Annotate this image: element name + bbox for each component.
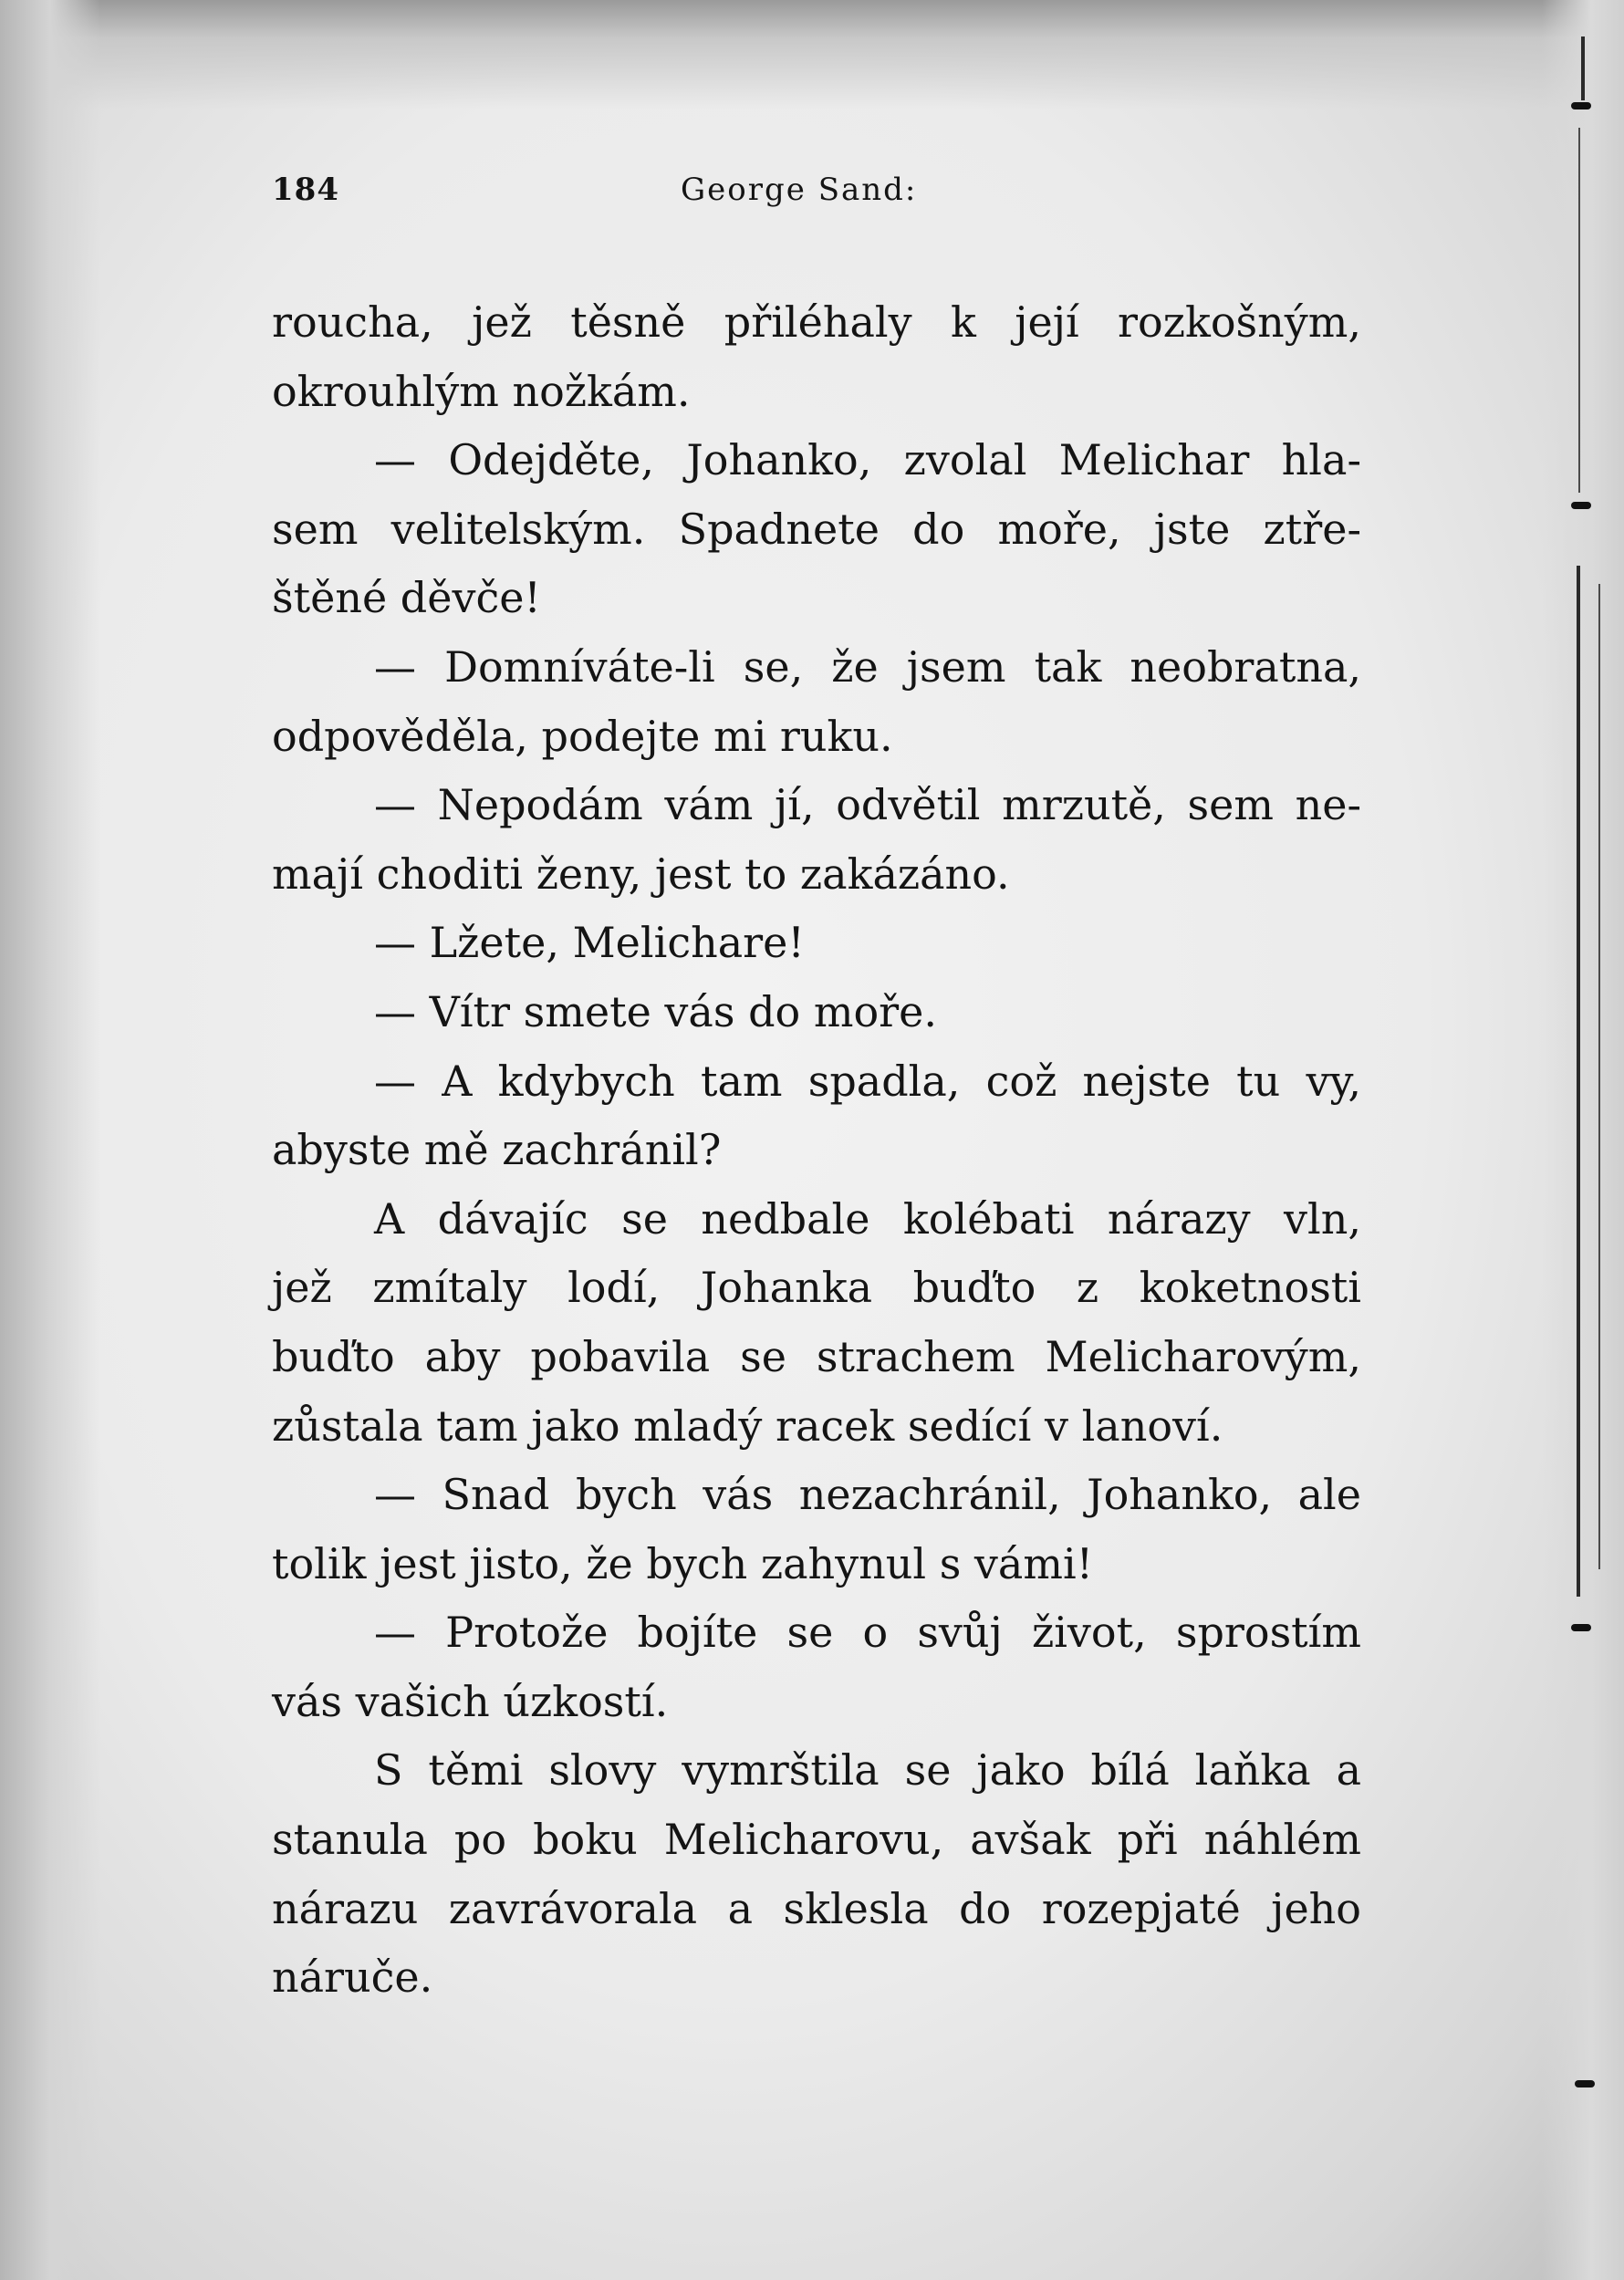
text-line: sem velitelským. Spadnete do moře, jste ztře- bbox=[272, 504, 1361, 554]
binding-line-top bbox=[1581, 36, 1585, 100]
text-line: A dávajíc se nedbale kolébati nárazy vln, bbox=[374, 1193, 1361, 1244]
text-line: — A kdybych tam spadla, což nejste tu vy, bbox=[374, 1056, 1361, 1106]
scan-right-edge bbox=[1542, 0, 1624, 2280]
text-line: odpověděla, podejte mi ruku. bbox=[272, 711, 893, 761]
text-line: abyste mě zachránil? bbox=[272, 1125, 722, 1175]
text-line: jež zmítaly lodí, Johanka buďto z koketnosti bbox=[272, 1263, 1361, 1313]
binding-mark bbox=[1571, 502, 1591, 509]
page-header bbox=[272, 172, 929, 217]
text-line: okrouhlým nožkám. bbox=[272, 366, 691, 416]
text-line: vás vašich úzkostí. bbox=[272, 1676, 669, 1726]
running-head: George Sand: bbox=[681, 172, 918, 208]
text-line: štěné děvče! bbox=[272, 573, 541, 623]
text-line: náruče. bbox=[272, 1952, 433, 2003]
text-line: nárazu zavrávorala a sklesla do rozepjaté jeho bbox=[272, 1883, 1361, 1933]
binding-line-main bbox=[1577, 566, 1580, 1597]
text-line: mají choditi ženy, jest to zakázáno. bbox=[272, 848, 1010, 899]
text-line: — Lžete, Melichare! bbox=[374, 918, 805, 968]
text-line: — Vítr smete vás do moře. bbox=[374, 986, 937, 1036]
scan-top-shadow bbox=[0, 0, 1624, 109]
binding-line-thin-upper bbox=[1578, 128, 1580, 493]
text-line: zůstala tam jako mladý racek sedící v lanoví. bbox=[272, 1400, 1223, 1451]
text-line: S těmi slovy vymrštila se jako bílá laňka a bbox=[374, 1745, 1361, 1796]
page-number: 184 bbox=[272, 172, 339, 208]
text-line: — Snad bych vás nezachránil, Johanko, ale bbox=[374, 1470, 1361, 1520]
text-line: tolik jest jisto, že bych zahynul s vámi! bbox=[272, 1538, 1094, 1588]
text-line: — Domníváte-li se, že jsem tak neobratna, bbox=[374, 641, 1361, 692]
binding-line-inner bbox=[1598, 584, 1600, 1569]
text-line: — Protože bojíte se o svůj život, sprostím bbox=[374, 1608, 1361, 1658]
binding-mark bbox=[1571, 102, 1591, 109]
body-text bbox=[272, 288, 1361, 2013]
text-line: — Odejděte, Johanko, zvolal Melichar hla- bbox=[374, 435, 1361, 485]
text-line: buďto aby pobavila se strachem Melicharovým, bbox=[272, 1331, 1361, 1381]
binding-mark bbox=[1571, 1624, 1591, 1631]
text-line: stanula po boku Melicharovu, avšak při náhlém bbox=[272, 1815, 1361, 1865]
binding-mark bbox=[1575, 2080, 1595, 2087]
scan-left-shadow bbox=[0, 0, 100, 2280]
text-line: roucha, jež těsně přiléhaly k její rozkošným, bbox=[272, 297, 1361, 347]
text-line: — Nepodám vám jí, odvětil mrzutě, sem ne- bbox=[374, 780, 1361, 830]
